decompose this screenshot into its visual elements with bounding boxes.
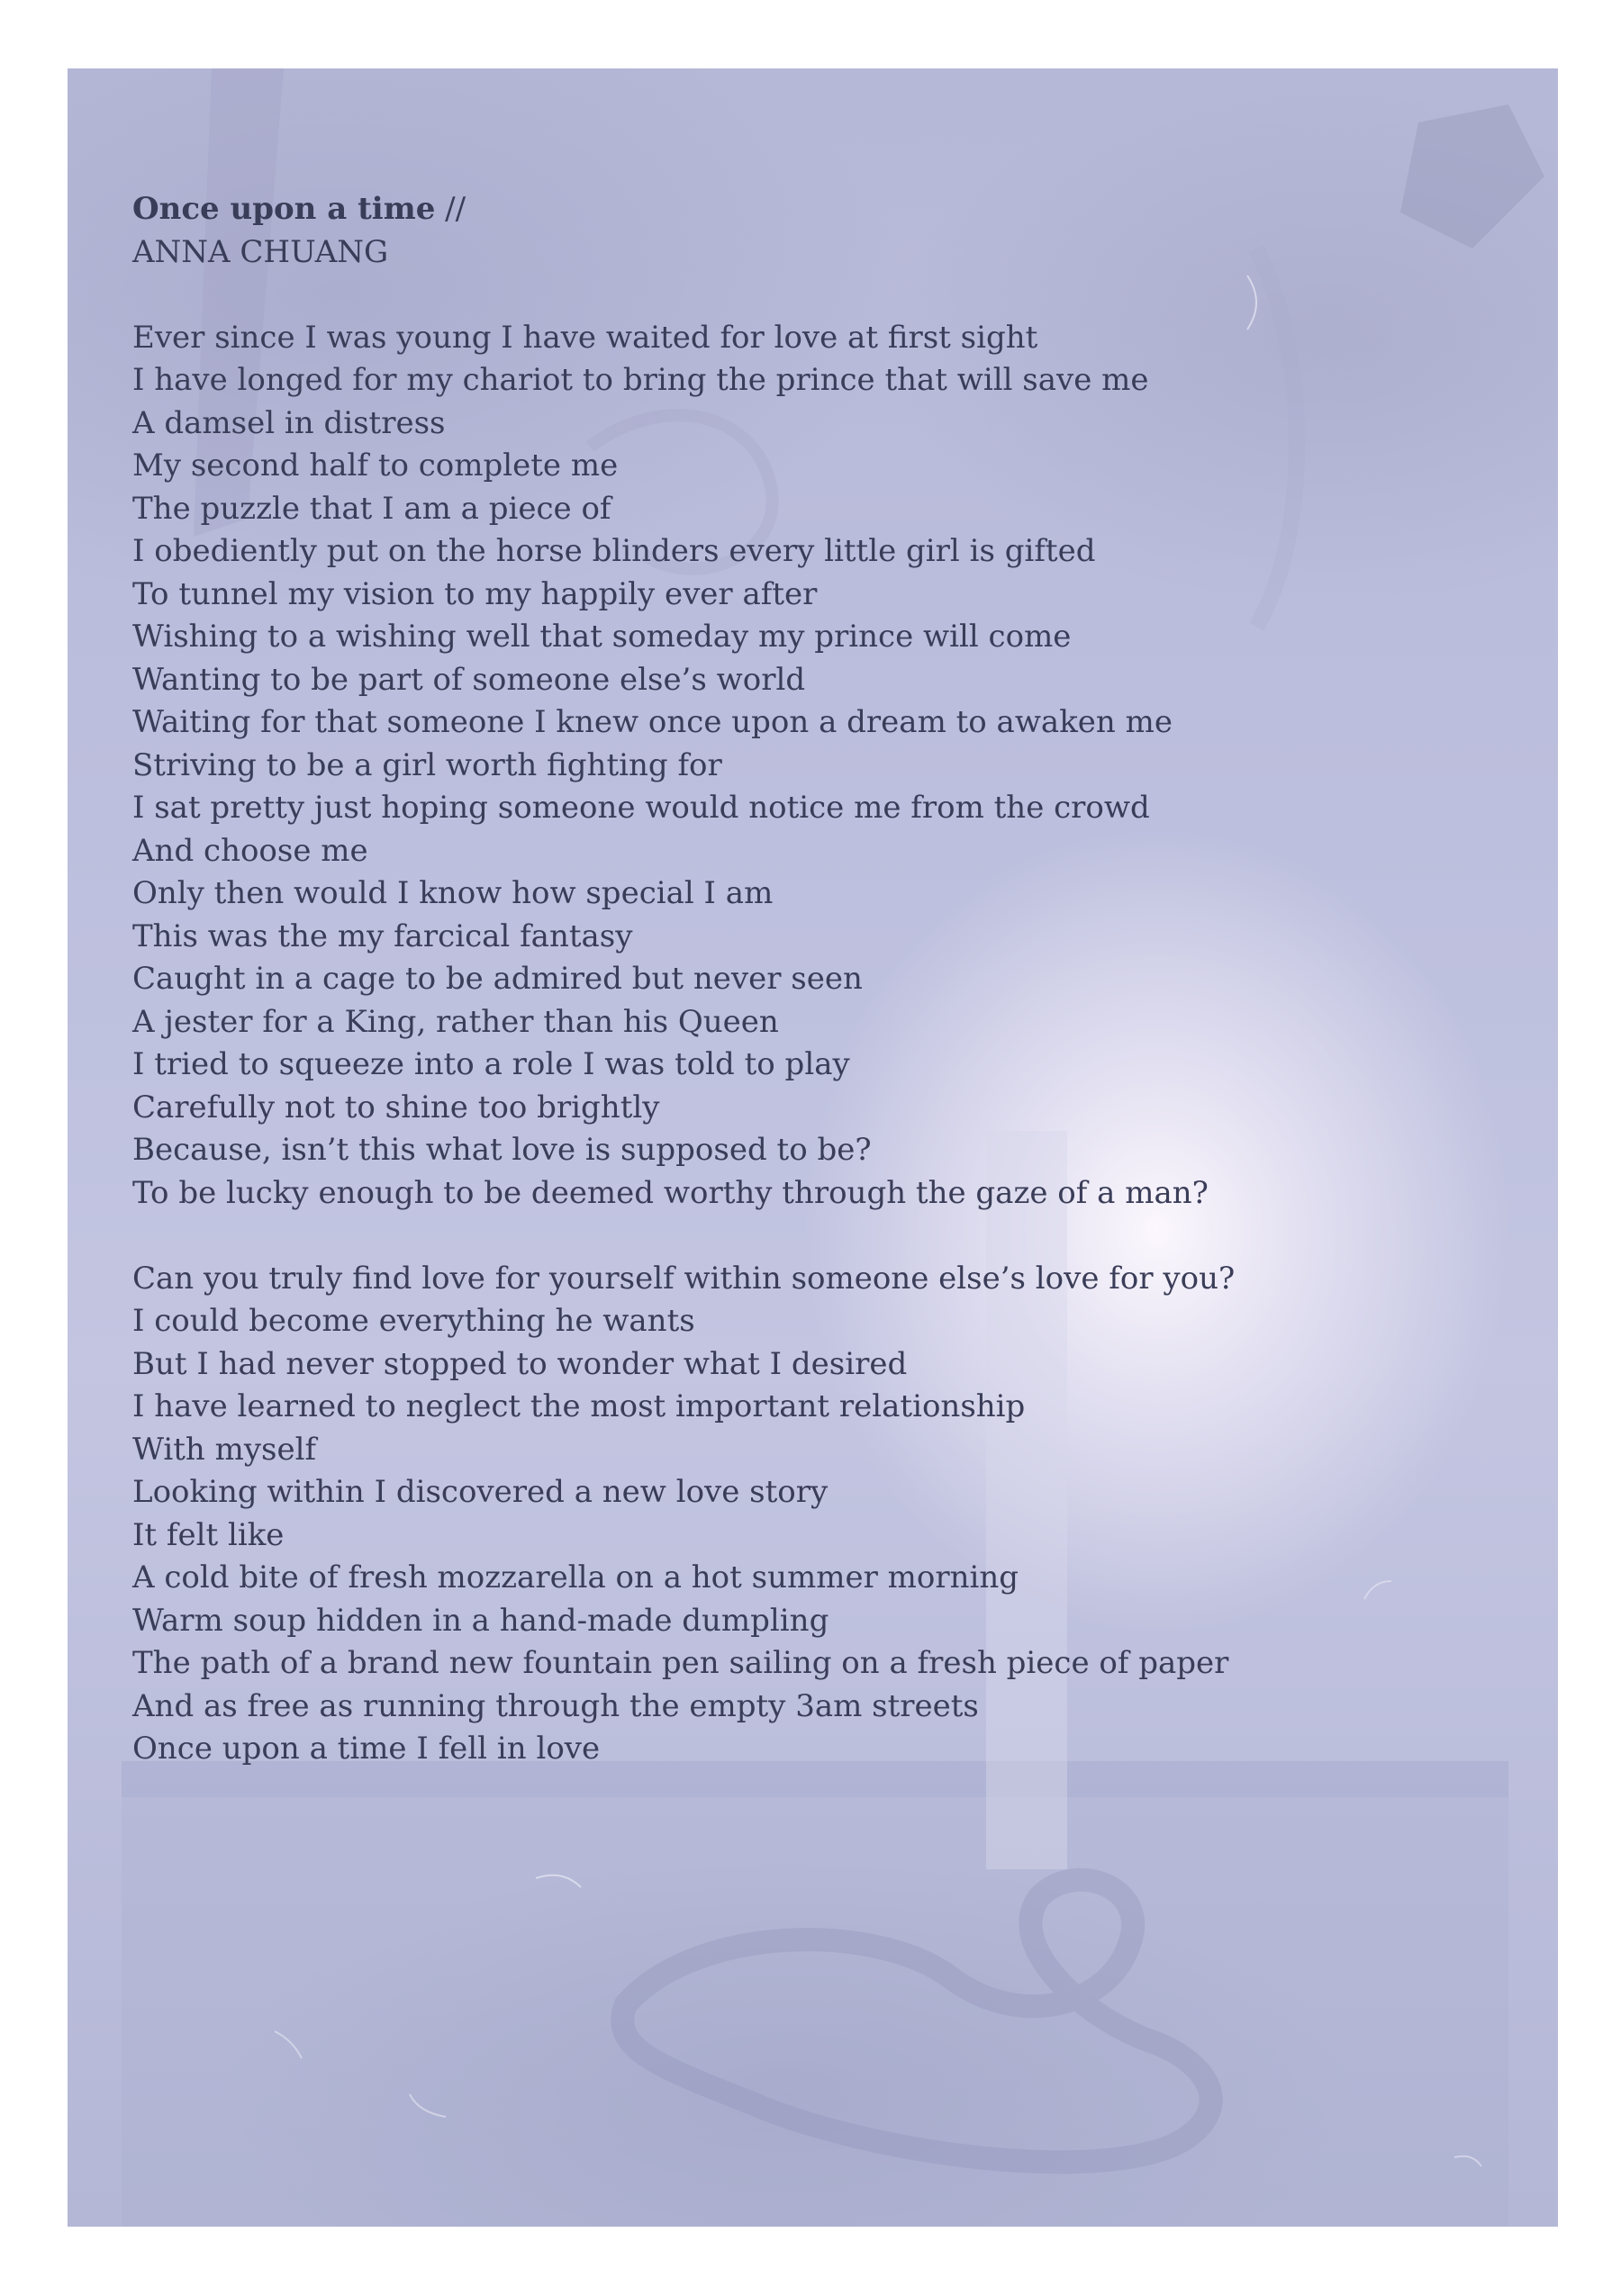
poem-line: I have longed for my chariot to bring the prince that will save me <box>132 362 1149 398</box>
poem-line: Only then would I know how special I am <box>132 875 774 911</box>
poem-line: This was the my farcical fantasy <box>132 917 633 954</box>
poem-line: To tunnel my vision to my happily ever after <box>132 575 818 612</box>
poem-author: ANNA CHUANG <box>132 233 389 270</box>
poem-line: And as free as running through the empty 3am streets <box>132 1687 979 1724</box>
poem-line: Looking within I discovered a new love story <box>132 1474 829 1510</box>
stanza-1 <box>132 317 1483 1216</box>
stanza-2 <box>132 1258 1483 1771</box>
stanza-gap <box>132 1215 1483 1258</box>
poem-line: A cold bite of fresh mozzarella on a hot summer morning <box>132 1559 1019 1595</box>
poem-line: Ever since I was young I have waited for love at first sight <box>132 319 1038 356</box>
poem-title: Once upon a time <box>132 191 436 227</box>
poem-line: The puzzle that I am a piece of <box>132 490 611 527</box>
poem-line: Because, isn’t this what love is supposed to be? <box>132 1132 872 1168</box>
poem-heading <box>132 188 1483 231</box>
poem-line: Warm soup hidden in a hand-made dumpling <box>132 1602 829 1639</box>
poem-line: I could become everything he wants <box>132 1303 695 1339</box>
poem <box>132 188 1483 1771</box>
poem-line: Once upon a time I fell in love <box>132 1731 601 1767</box>
poem-line: A jester for a King, rather than his Queen <box>132 1003 779 1040</box>
poem-line: Carefully not to shine too brightly <box>132 1089 660 1125</box>
poem-line: Wishing to a wishing well that someday my prince will come <box>132 619 1072 655</box>
poem-line: A damsel in distress <box>132 404 446 441</box>
poem-line: I have learned to neglect the most important relationship <box>132 1388 1026 1424</box>
title-separator: // <box>445 191 466 227</box>
illustrated-background-panel <box>68 68 1558 2227</box>
poem-line: Caught in a cage to be admired but never seen <box>132 961 863 997</box>
stanza-gap <box>132 274 1483 317</box>
poem-line: I sat pretty just hoping someone would notice me from the crowd <box>132 790 1150 826</box>
poem-line: Waiting for that someone I knew once upon a dream to awaken me <box>132 704 1173 740</box>
poem-line: But I had never stopped to wonder what I desired <box>132 1345 908 1382</box>
poem-line: I obediently put on the horse blinders every little girl is gifted <box>132 533 1096 569</box>
poem-line: My second half to complete me <box>132 447 619 484</box>
poem-line: The path of a brand new fountain pen sailing on a fresh piece of paper <box>132 1645 1229 1681</box>
poem-line: Wanting to be part of someone else’s world <box>132 661 806 698</box>
poem-line: And choose me <box>132 832 368 869</box>
poem-line: Striving to be a girl worth fighting for <box>132 746 722 783</box>
poem-line: It felt like <box>132 1516 285 1553</box>
poem-line: Can you truly find love for yourself within someone else’s love for you? <box>132 1260 1236 1297</box>
poem-line: With myself <box>132 1431 317 1468</box>
poem-line: I tried to squeeze into a role I was told to play <box>132 1046 850 1082</box>
poem-line: To be lucky enough to be deemed worthy through the gaze of a man? <box>132 1174 1209 1211</box>
